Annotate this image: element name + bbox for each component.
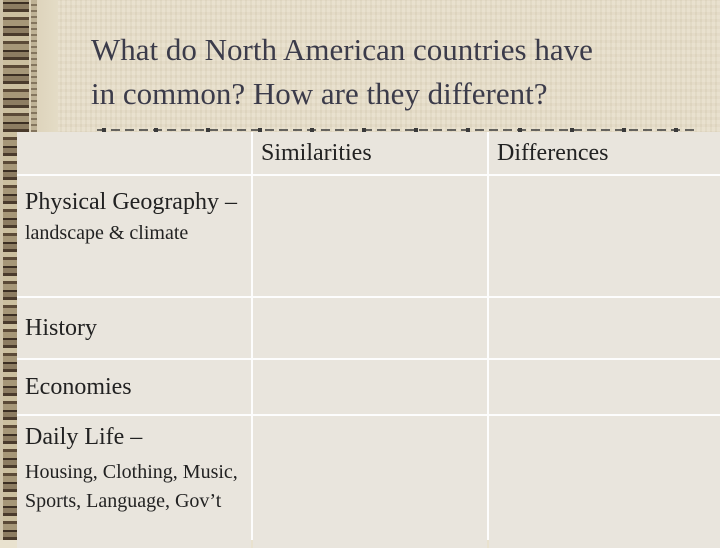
row-sublabel-text: Housing, Clothing, Music, Sports, Language, Gov’t [25, 461, 238, 512]
slide-title-line-2: in common? How are they different? [91, 76, 548, 111]
row-sublabel-text: landscape & climate [25, 222, 189, 244]
row-label-text: Physical Geography – [25, 189, 237, 215]
row-label-history [17, 298, 251, 358]
cell-physical-geography-differences [489, 176, 720, 296]
cell-history-differences [489, 298, 720, 358]
cell-daily-life-differences [489, 416, 720, 548]
cell-daily-life-similarities [253, 416, 487, 548]
row-label-text: Economies [25, 374, 132, 400]
table-header-similarities: Similarities [253, 132, 487, 174]
comparison-table [17, 132, 720, 540]
cell-economies-differences [489, 360, 720, 414]
row-label-physical-geography [17, 176, 251, 296]
slide-title-line-1: What do North American countries have [91, 32, 593, 67]
cell-economies-similarities [253, 360, 487, 414]
row-label-text: Daily Life – [25, 424, 143, 450]
row-label-daily-life [17, 416, 251, 548]
table-header-empty [17, 132, 251, 174]
table-header-differences: Differences [489, 132, 720, 174]
slide-title [91, 28, 701, 116]
row-label-economies [17, 360, 251, 414]
cell-history-similarities [253, 298, 487, 358]
row-label-text: History [25, 315, 97, 341]
cell-physical-geography-similarities [253, 176, 487, 296]
